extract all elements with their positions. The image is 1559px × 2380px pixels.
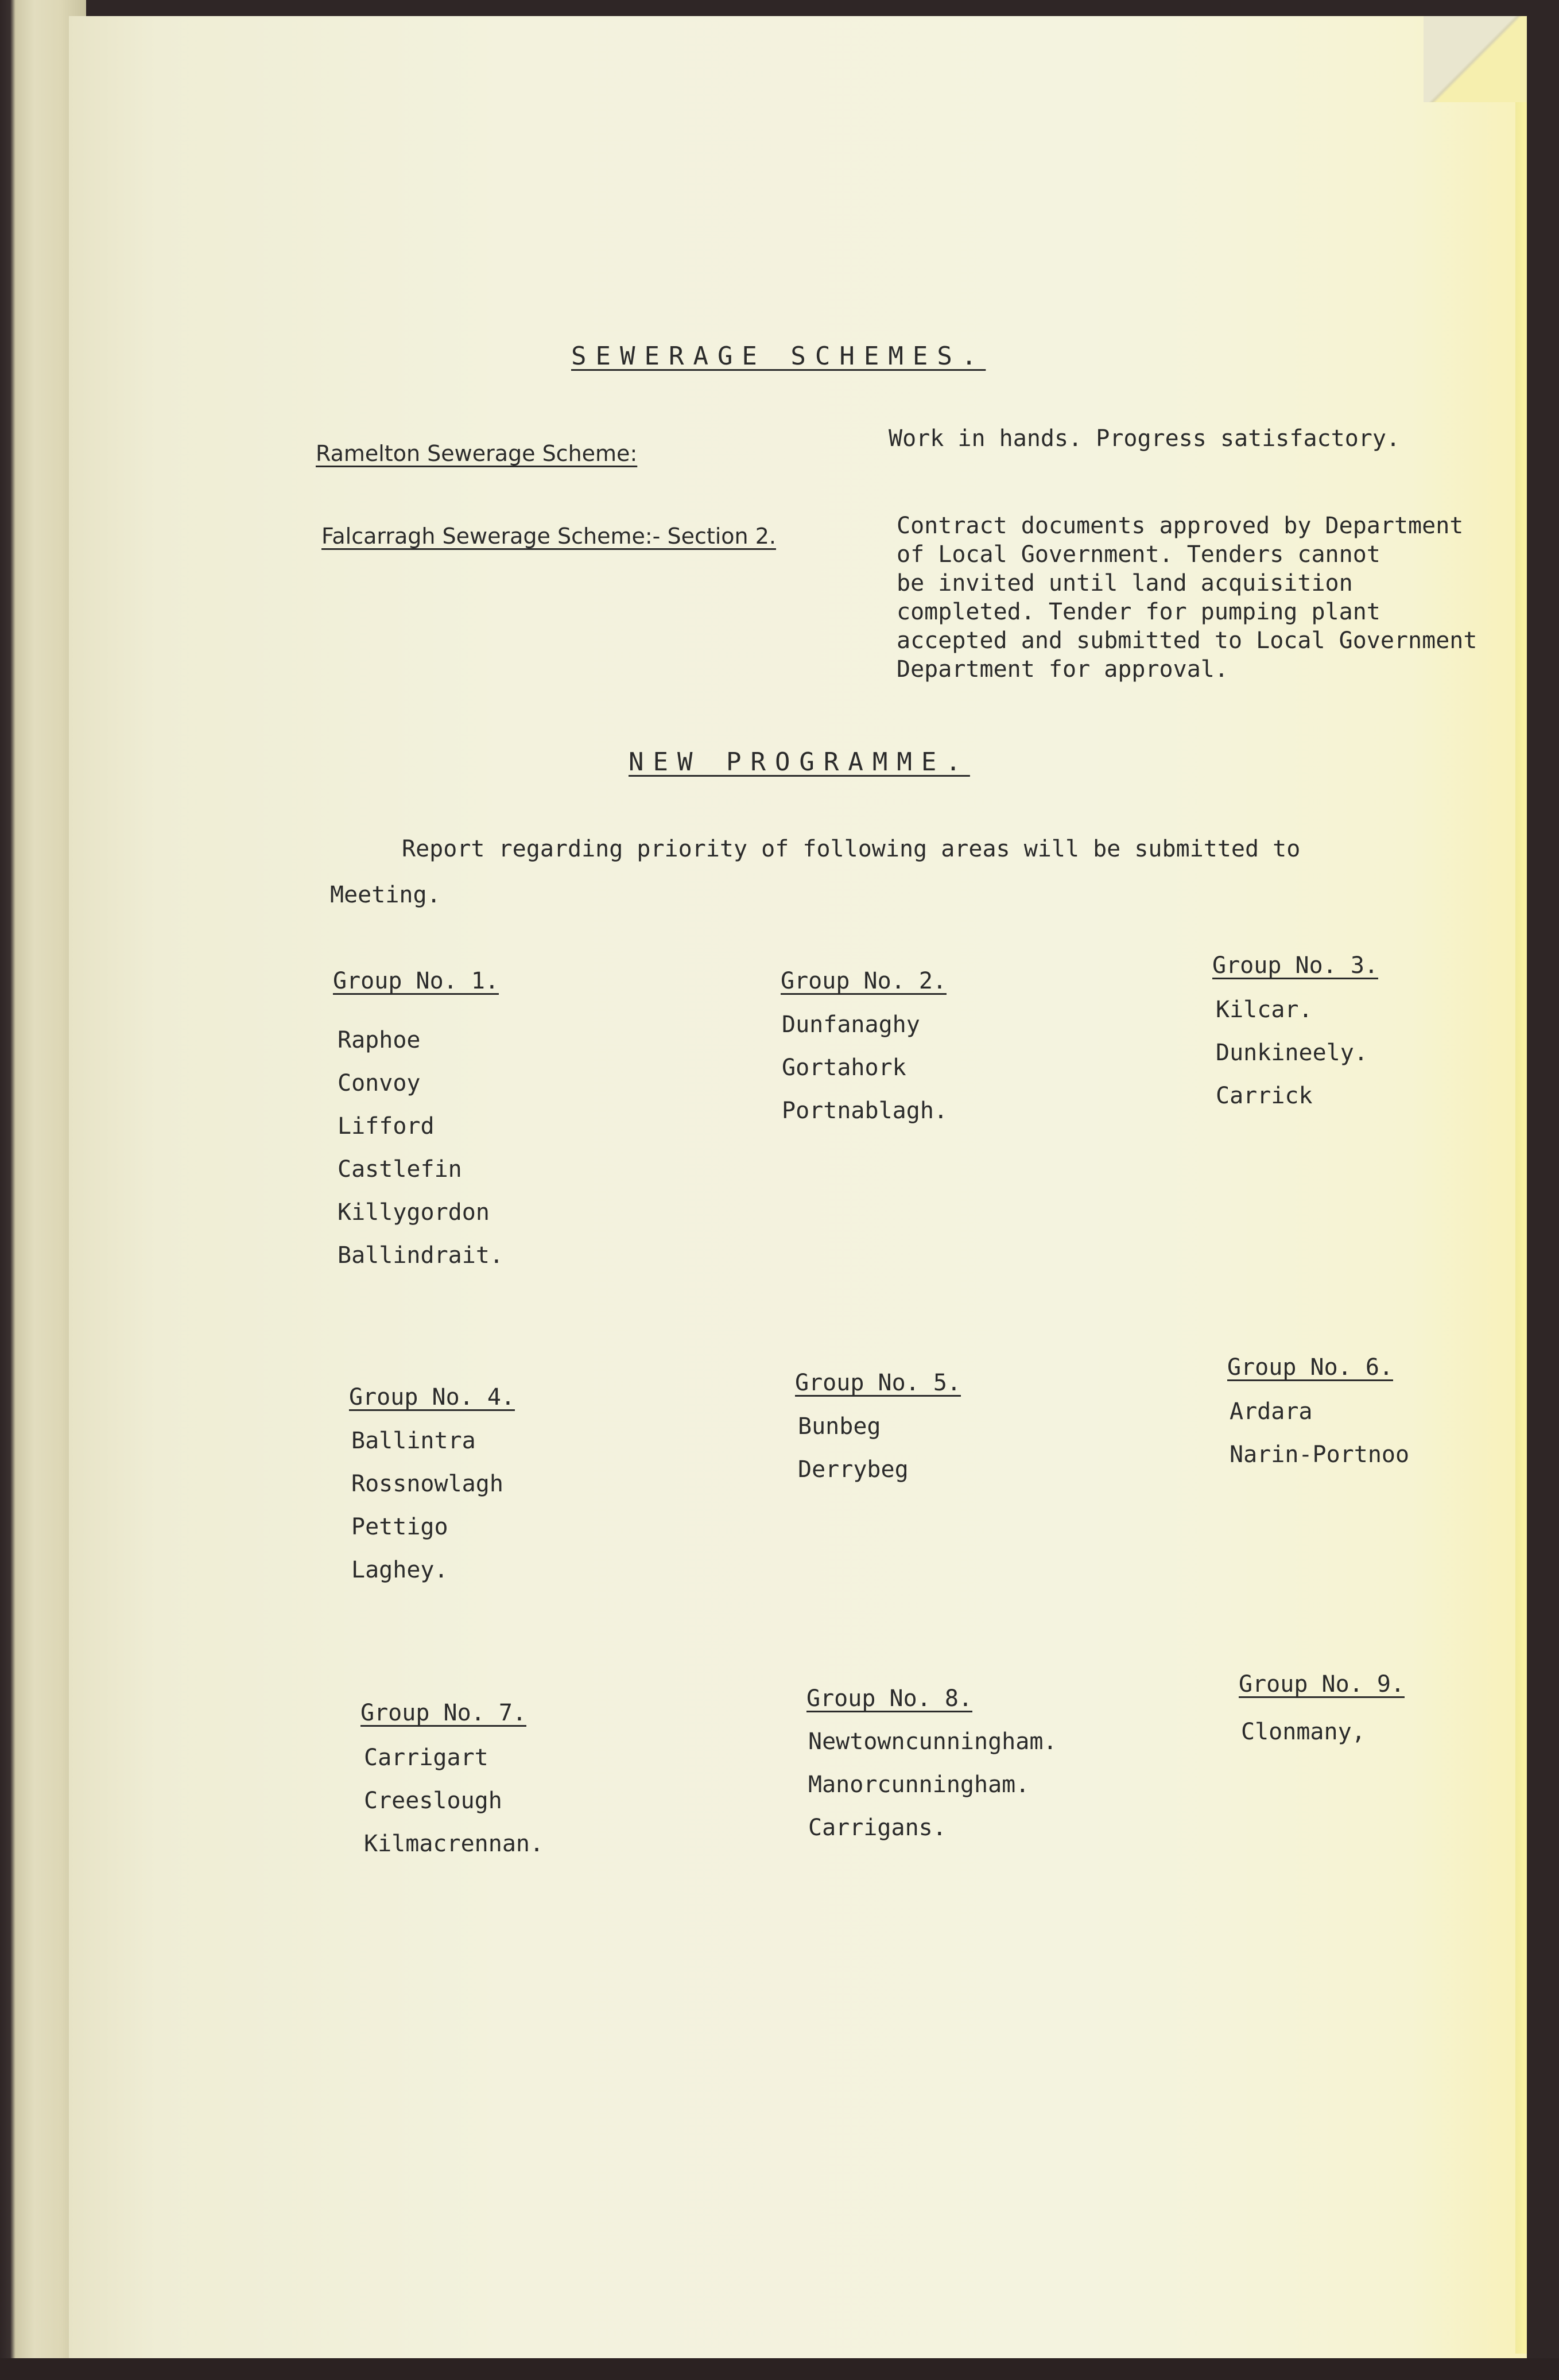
group-title-2: Group No. 2. bbox=[781, 968, 947, 994]
group-title-6: Group No. 6. bbox=[1227, 1354, 1393, 1381]
page-edge bbox=[1515, 34, 1527, 2354]
scheme-status-line: Contract documents approved by Department bbox=[897, 513, 1464, 539]
group-list-4 bbox=[351, 1420, 503, 1592]
list-item: Clonmany, bbox=[1241, 1719, 1366, 1745]
list-item: Raphoe bbox=[338, 1027, 421, 1053]
list-item: Ballintra bbox=[351, 1428, 476, 1454]
list-item: Pettigo bbox=[351, 1514, 448, 1540]
list-item: Killygordon bbox=[338, 1199, 490, 1226]
list-item: Carrigart bbox=[364, 1745, 488, 1771]
report-text-line: Meeting. bbox=[330, 882, 441, 908]
bottom-background bbox=[0, 2358, 1559, 2380]
list-item: Carrick bbox=[1216, 1083, 1313, 1109]
scheme-status-ramelton: Work in hands. Progress satisfactory. bbox=[889, 425, 1401, 452]
page-corner-fold bbox=[1424, 16, 1527, 102]
group-title-4: Group No. 4. bbox=[349, 1384, 515, 1410]
scheme-status-line: completed. Tender for pumping plant bbox=[897, 599, 1380, 625]
list-item: Rossnowlagh bbox=[351, 1471, 503, 1497]
list-item: Castlefin bbox=[338, 1156, 462, 1183]
group-list-3 bbox=[1216, 989, 1368, 1118]
scheme-status-line: of Local Government. Tenders cannot bbox=[897, 541, 1380, 568]
heading-new-programme: NEW PROGRAMME. bbox=[629, 747, 970, 777]
list-item: Dunkineely. bbox=[1216, 1040, 1368, 1066]
list-item: Creeslough bbox=[364, 1788, 502, 1814]
heading-sewerage-schemes: SEWERAGE SCHEMES. bbox=[571, 342, 986, 371]
group-title-9: Group No. 9. bbox=[1239, 1671, 1405, 1697]
list-item: Portnablagh. bbox=[782, 1098, 948, 1124]
list-item: Newtowncunningham. bbox=[808, 1728, 1057, 1755]
scheme-status-line: be invited until land acquisition bbox=[897, 570, 1353, 596]
list-item: Dunfanaghy bbox=[782, 1011, 920, 1038]
scheme-status-line: Department for approval. bbox=[897, 656, 1228, 683]
list-item: Manorcunningham. bbox=[808, 1772, 1030, 1798]
group-title-7: Group No. 7. bbox=[360, 1700, 526, 1726]
report-text-line: Report regarding priority of following areas will be submitted to bbox=[402, 836, 1301, 862]
list-item: Bunbeg bbox=[798, 1413, 881, 1440]
scheme-name-ramelton: Ramelton Sewerage Scheme: bbox=[316, 441, 638, 466]
list-item: Carrigans. bbox=[808, 1815, 947, 1841]
group-list-5 bbox=[798, 1405, 909, 1491]
group-list-9 bbox=[1241, 1711, 1366, 1754]
scheme-status-line: accepted and submitted to Local Government bbox=[897, 627, 1477, 654]
list-item: Lifford bbox=[338, 1113, 435, 1139]
scheme-name-falcarragh: Falcarragh Sewerage Scheme:- Section 2. bbox=[321, 524, 776, 549]
list-item: Convoy bbox=[338, 1070, 421, 1096]
group-list-7 bbox=[364, 1736, 544, 1866]
list-item: Ballindrait. bbox=[338, 1242, 503, 1269]
group-list-8 bbox=[808, 1720, 1057, 1850]
group-list-1 bbox=[338, 1019, 503, 1277]
group-list-6 bbox=[1230, 1390, 1409, 1476]
group-title-1: Group No. 1. bbox=[333, 968, 499, 994]
group-title-3: Group No. 3. bbox=[1212, 952, 1378, 979]
group-title-5: Group No. 5. bbox=[795, 1370, 961, 1396]
list-item: Ardara bbox=[1230, 1398, 1313, 1425]
group-title-8: Group No. 8. bbox=[806, 1685, 972, 1712]
list-item: Kilmacrennan. bbox=[364, 1831, 544, 1857]
list-item: Kilcar. bbox=[1216, 997, 1313, 1023]
list-item: Narin-Portnoo bbox=[1230, 1441, 1410, 1468]
list-item: Gortahork bbox=[782, 1055, 906, 1081]
group-list-2 bbox=[782, 1003, 948, 1133]
list-item: Laghey. bbox=[351, 1557, 448, 1583]
list-item: Derrybeg bbox=[798, 1456, 909, 1483]
